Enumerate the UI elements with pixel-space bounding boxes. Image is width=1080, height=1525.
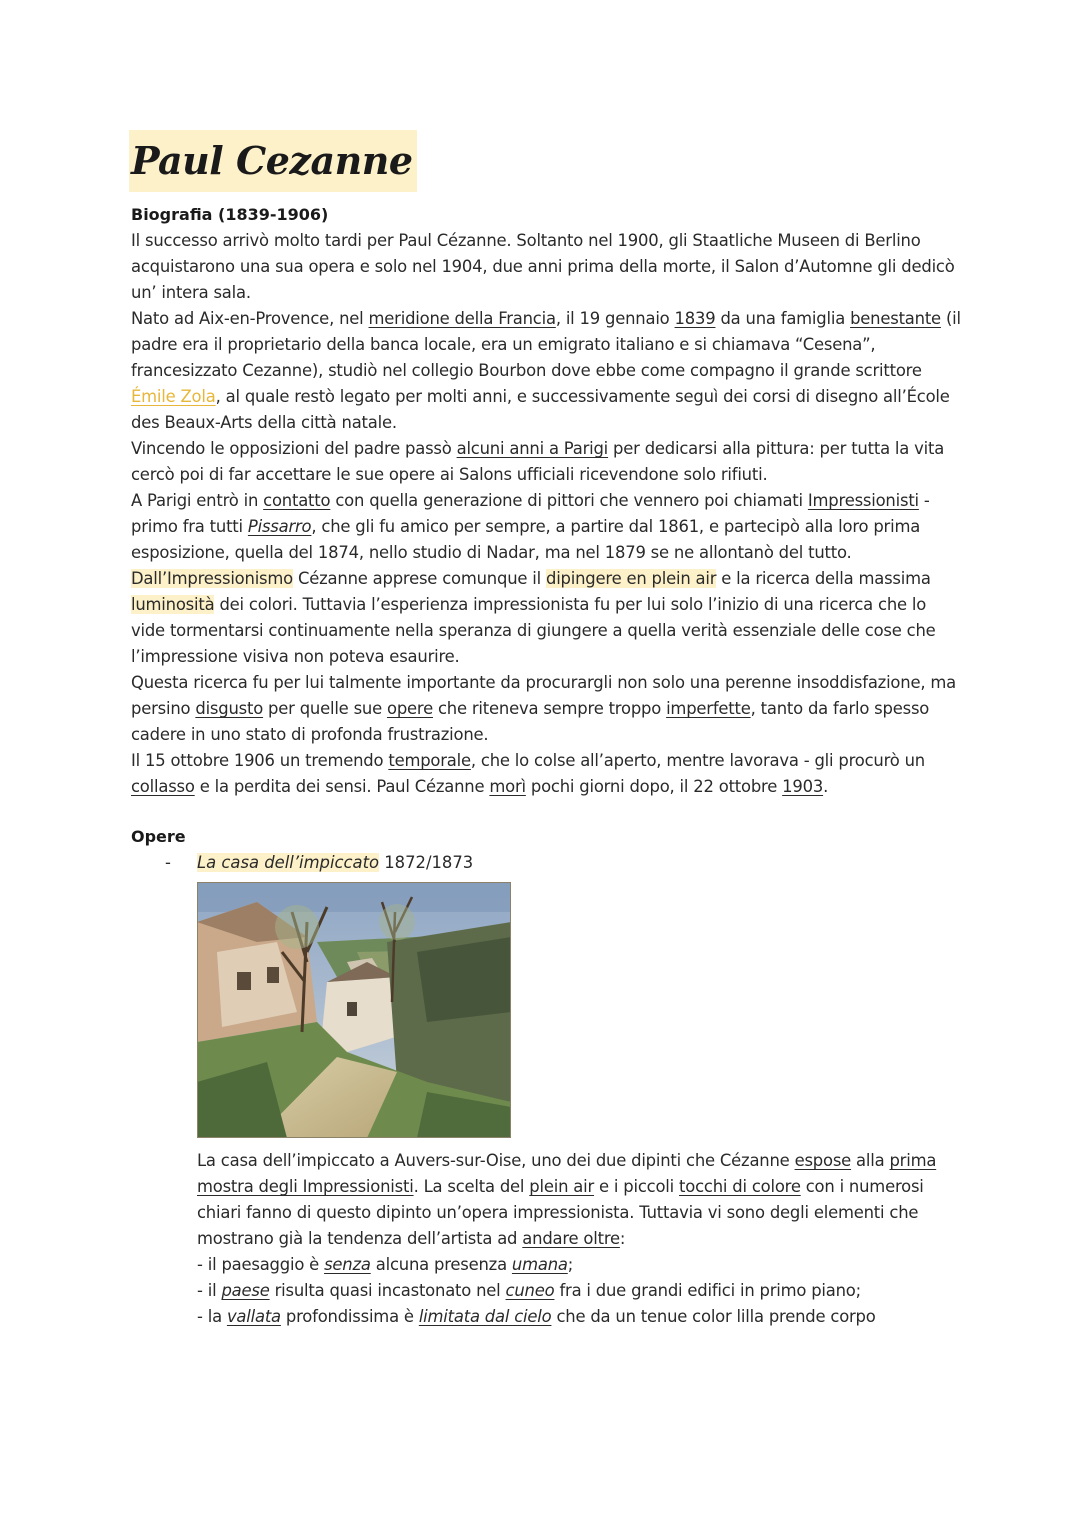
text-run: - la (197, 1307, 227, 1326)
text-run: che da un tenue color lilla prende corpo (551, 1307, 876, 1326)
text-run: : (619, 1229, 626, 1248)
bullet-3 (197, 1304, 967, 1330)
underlined-text: contatto (263, 491, 331, 510)
text-run: A Parigi entrò in (131, 491, 264, 510)
title-highlight (129, 130, 417, 192)
underlined-text: alcuni anni a Parigi (456, 439, 609, 458)
text-run: per dedicarsi alla pittura: per tutta la vita cercò poi di far accettare le sue opere ai Salons ufficiali ricevendone solo rifiuti. (131, 439, 945, 484)
underlined-text: collasso (131, 777, 195, 796)
underlined-italic-text: senza (324, 1255, 371, 1274)
text-run: Cézanne apprese comunque il (293, 569, 546, 588)
text-run: , che lo colse all’aperto, mentre lavorava - gli procurò un (470, 751, 925, 770)
highlighted-text: dipingere en plein air (546, 569, 717, 588)
list-dash: - (165, 853, 171, 872)
text-run: profondissima è (280, 1307, 419, 1326)
underlined-text: morì (489, 777, 526, 796)
bullet-1 (197, 1252, 967, 1278)
bio-paragraph-6 (131, 670, 961, 748)
text-run: , che gli fu amico per sempre, a partire dal 1861, e partecipò alla loro prima esposizione, quella del 1874, nello studio di Nadar, ma nel 1879 se ne allontanò del tutto. (131, 517, 921, 562)
bio-paragraph-7 (131, 748, 961, 800)
text-run: risulta quasi incastonato nel (269, 1281, 506, 1300)
underlined-text: tocchi di colore (679, 1177, 801, 1196)
zola-link[interactable]: Émile Zola (131, 387, 216, 406)
painting-image (197, 882, 511, 1138)
text-run: e i piccoli (594, 1177, 680, 1196)
text-run: Vincendo le opposizioni del padre passò (131, 439, 457, 458)
text-run: Questa ricerca fu per lui talmente importante da procurargli non solo una perenne insoddisfazione, ma persino (131, 673, 956, 718)
bio-paragraph-2 (131, 306, 961, 436)
bullet-2 (197, 1278, 967, 1304)
text-run: - il paesaggio è (197, 1255, 325, 1274)
text-run: La casa dell’impiccato a Auvers-sur-Oise, uno dei due dipinti che Cézanne (197, 1151, 795, 1170)
text-run: fra i due grandi edifici in primo piano; (554, 1281, 861, 1300)
bio-text (131, 228, 961, 800)
work-title: La casa dell’impiccato (197, 853, 380, 872)
underlined-text: espose (794, 1151, 852, 1170)
text-run: Il 15 ottobre 1906 un tremendo (131, 751, 389, 770)
underlined-text: Impressionisti (807, 491, 919, 510)
underlined-text: plein air (529, 1177, 595, 1196)
underlined-italic-text: paese (221, 1281, 270, 1300)
underlined-text: disgusto (195, 699, 264, 718)
text-run: , tanto da farlo spesso cadere in uno stato di profonda frustrazione. (131, 699, 930, 744)
highlighted-text: Dall’Impressionismo (131, 569, 293, 588)
text-run: (il padre era il proprietario della banca locale, era un emigrato italiano e si chiamava “Cesena”, francesizzato Cezanne), studiò nel collegio Bourbon dove ebbe come compagno il grande scrittore (131, 309, 961, 380)
text-run: Il successo arrivò molto tardi per Paul Cézanne. Soltanto nel 1900, gli Staatliche Museen di Berlino acquistarono una sua opera e solo nel 1904, due anni prima della morte, il Salon d’Automne gli dedicò un’ intera sala. (131, 231, 955, 302)
text-run: con i numerosi chiari fanno di questo dipinto un’opera impressionista. Tuttavia vi sono degli elementi che mostrano già la tendenza dell’artista ad (197, 1177, 924, 1248)
underlined-text: meridione della Francia (368, 309, 556, 328)
bio-paragraph-1 (131, 228, 961, 306)
text-run: . (823, 777, 829, 796)
opere-heading: Opere (131, 827, 186, 846)
underlined-text: andare oltre (522, 1229, 620, 1248)
bio-paragraph-3 (131, 436, 961, 488)
bio-paragraph-4 (131, 488, 961, 566)
highlighted-text: luminosità (131, 595, 215, 614)
text-run: che riteneva sempre troppo (432, 699, 667, 718)
text-run: pochi giorni dopo, il 22 ottobre (525, 777, 783, 796)
text-run: e la perdita dei sensi. Paul Cézanne (194, 777, 490, 796)
underlined-italic-text: limitata dal cielo (418, 1307, 552, 1326)
text-run: Nato ad Aix-en-Provence, nel (131, 309, 369, 328)
work-list-item (131, 850, 961, 876)
text-run: ; (567, 1255, 574, 1274)
bio-heading: Biografia (1839-1906) (131, 205, 329, 224)
bio-paragraph-5 (131, 566, 961, 670)
text-run: e la ricerca della massima (716, 569, 931, 588)
underlined-text: opere (387, 699, 433, 718)
underlined-text: temporale (388, 751, 471, 770)
text-run: - il (197, 1281, 222, 1300)
text-run: per quelle sue (263, 699, 387, 718)
underlined-text: imperfette (666, 699, 751, 718)
work-description (197, 1148, 967, 1330)
underlined-text: benestante (850, 309, 941, 328)
text-run: alla (851, 1151, 890, 1170)
underlined-text: 1839 (674, 309, 716, 328)
work-years: 1872/1873 (379, 853, 474, 872)
document-page (131, 130, 961, 1330)
work-description-paragraph (197, 1148, 967, 1252)
page-title: Paul Cezanne (131, 138, 413, 183)
text-run: - primo fra tutti (131, 491, 930, 536)
underlined-italic-text: cuneo (505, 1281, 555, 1300)
text-run: da una famiglia (715, 309, 851, 328)
text-run: alcuna presenza (370, 1255, 512, 1274)
text-run: dei colori. Tuttavia l’esperienza impressionista fu per lui solo l’inizio di una ricerca che lo vide tormentarsi continuamente nella speranza di giungere a quella verità essenziale delle cose che l’impressione visiva non poteva esaurire. (131, 595, 936, 666)
underlined-italic-text: vallata (226, 1307, 281, 1326)
underlined-italic-text: Pissarro (247, 517, 312, 536)
text-run: , al quale restò legato per molti anni, e successivamente seguì dei corsi di disegno all’École des Beaux-Arts della città natale. (131, 387, 950, 432)
text-run: , il 19 gennaio (555, 309, 675, 328)
underlined-italic-text: umana (511, 1255, 568, 1274)
underlined-text: prima mostra degli Impressionisti (197, 1151, 937, 1196)
underlined-text: 1903 (782, 777, 824, 796)
text-run: . La scelta del (413, 1177, 530, 1196)
text-run: con quella generazione di pittori che vennero poi chiamati (330, 491, 808, 510)
